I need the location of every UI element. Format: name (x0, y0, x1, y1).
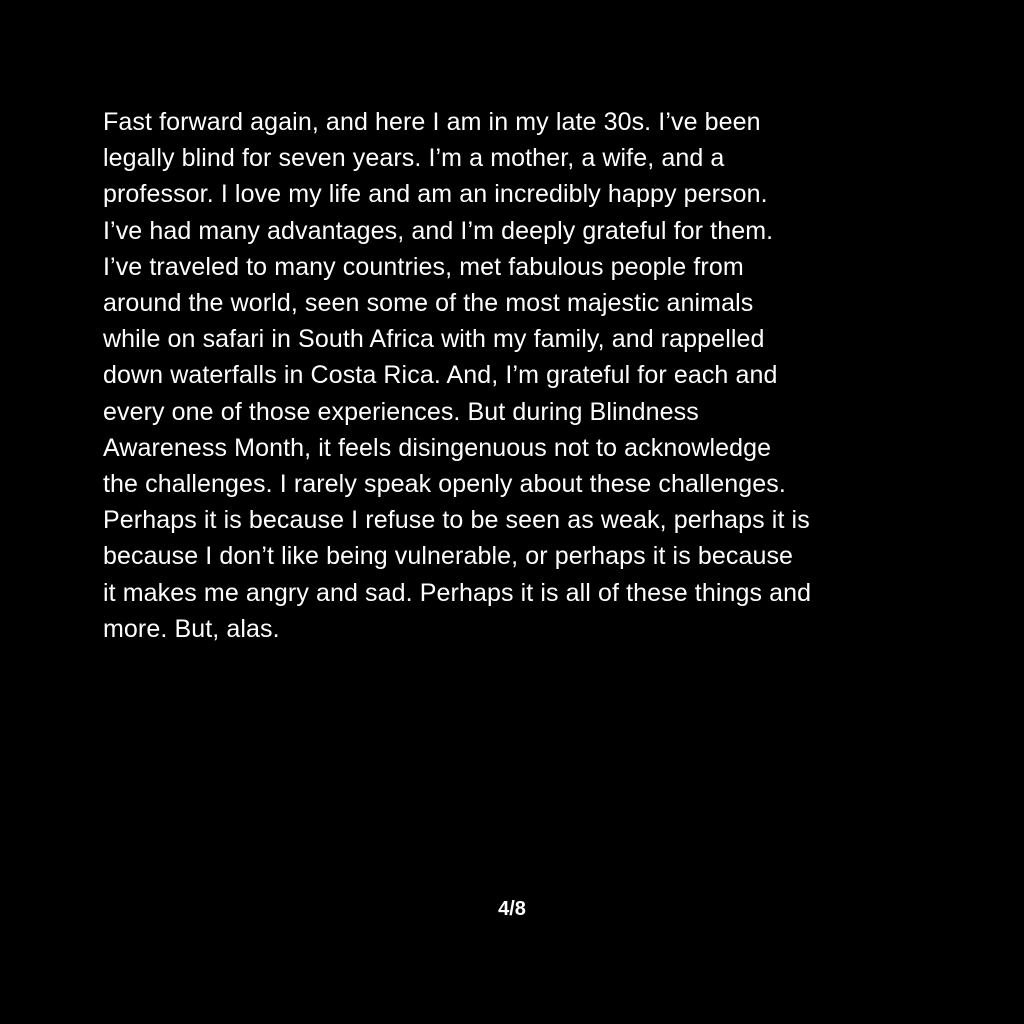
body-line: because I don’t like being vulnerable, or perhaps it is because (103, 542, 794, 571)
body-line: it makes me angry and sad. Perhaps it is all of these things and (103, 578, 812, 607)
body-line: while on safari in South Africa with my family, and rappelled (103, 325, 765, 354)
body-line: I’ve traveled to many countries, met fabulous people from (103, 252, 744, 281)
body-line: legally blind for seven years. I’m a mother, a wife, and a (103, 144, 725, 173)
body-line: more. But, alas. (103, 614, 280, 643)
body-line: professor. I love my life and am an incredibly happy person. (103, 180, 768, 209)
body-line: the challenges. I rarely speak openly about these challenges. (103, 470, 786, 499)
body-line: around the world, seen some of the most majestic animals (103, 289, 754, 318)
body-line: down waterfalls in Costa Rica. And, I’m grateful for each and (103, 361, 778, 390)
body-paragraph (103, 104, 933, 647)
body-line: Awareness Month, it feels disingenuous not to acknowledge (103, 433, 772, 462)
body-line: Fast forward again, and here I am in my late 30s. I’ve been (103, 108, 761, 136)
page-indicator: 4/8 (498, 898, 526, 920)
body-line: Perhaps it is because I refuse to be seen as weak, perhaps it is (103, 506, 810, 535)
body-line: I’ve had many advantages, and I’m deeply grateful for them. (103, 216, 774, 245)
body-line: every one of those experiences. But during Blindness (103, 397, 699, 426)
